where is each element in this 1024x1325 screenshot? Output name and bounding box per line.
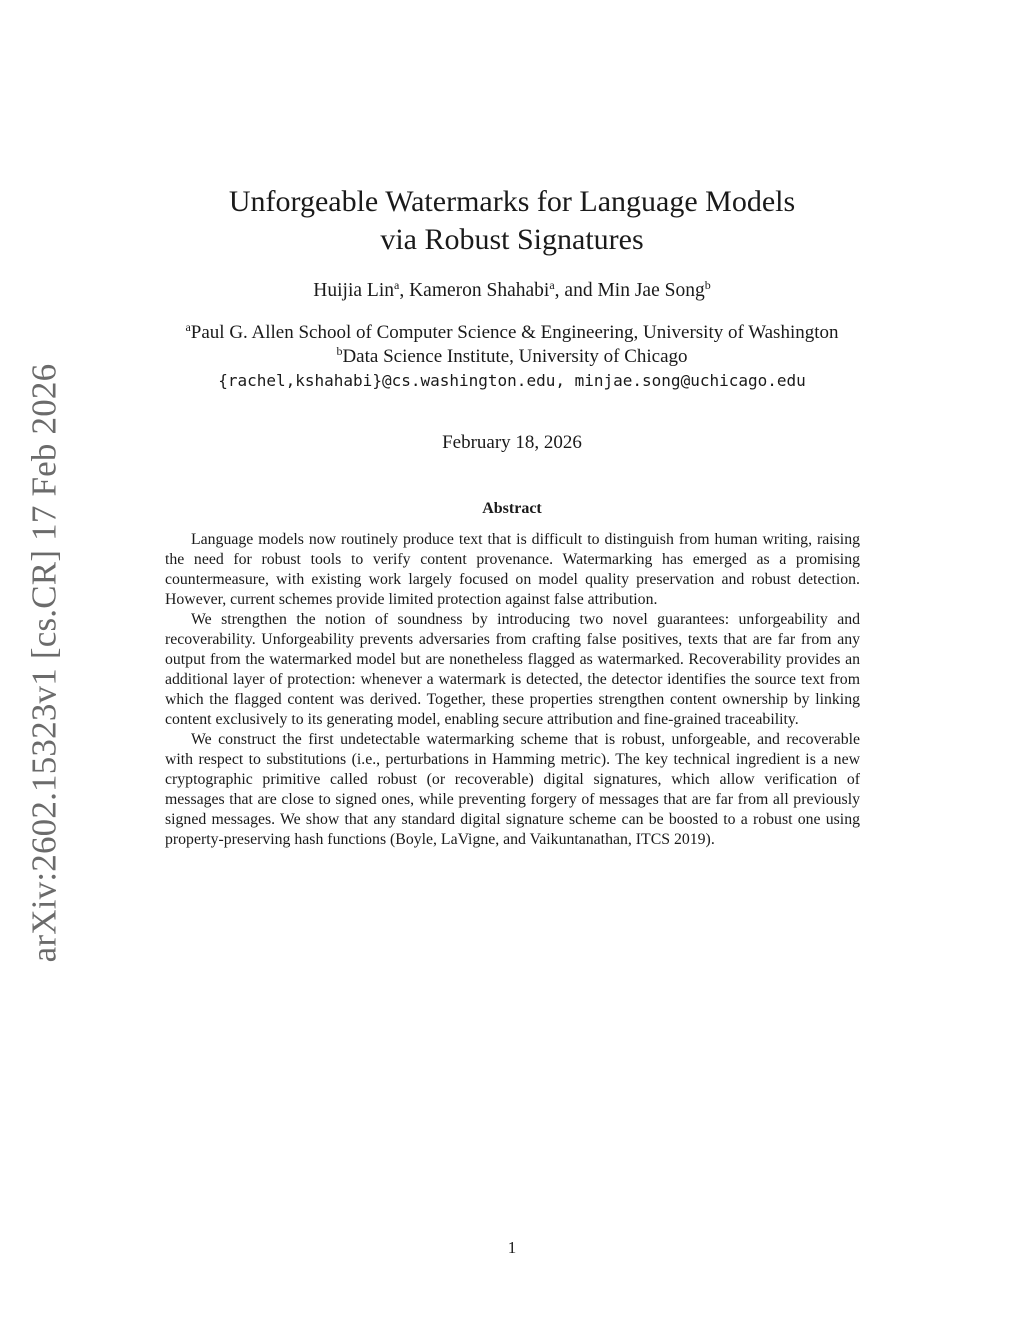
author-affiliation-mark: a [549,278,555,292]
affiliation-line [0,345,1024,369]
abstract-paragraph: We construct the first undetectable watermarking scheme that is robust, unforgeable, and recoverable with respect to substitutions (i.e., perturbations in Hamming metric). The key technical ingredient is a new cryptographic primitive called robust (or recoverable) digital signatures, which allow verification of messages that are close to signed ones, while preventing forgery of messages that are far from all previously signed messages. We show that any standard digital signature scheme can be boosted to a robust one using property-preserving hash functions (Boyle, LaVigne, and Vaikuntanathan, ITCS 2019). [165,731,860,848]
author-name: Huijia Lin [313,280,394,301]
author-affiliation-mark: a [394,278,400,292]
affiliation-mark: b [336,344,343,358]
abstract-paragraph: We strengthen the notion of soundness by introducing two novel guarantees: unforgeability and recoverability. Unforgeability prevents adversaries from crafting false positives, texts that are far from any output from the watermarked model but are nonetheless flagged as watermarked. Recoverability provides an additional layer of protection: whenever a watermark is detected, the detector identifies the source text from which the flagged content was derived. Together, these properties strengthen content ownership by linking content exclusively to its generating model, enabling secure attribution and fine-grained traceability. [165,611,860,728]
abstract-paragraph: Language models now routinely produce text that is difficult to distinguish from human writing, raising the need for robust tools to verify content provenance. Watermarking has emerged as a promising countermeasure, with existing work largely focused on model quality preservation and robust detection. However, current schemes provide limited protection against false attribution. [165,531,860,608]
arxiv-sidebar-stamp [20,363,68,963]
affiliations [0,321,1024,369]
paper-title [0,183,1024,259]
author-separator: , [399,280,410,301]
abstract-heading: Abstract [482,500,542,517]
author-affiliation-mark: b [704,278,711,292]
author-separator: , and [554,280,598,301]
title-line-1: Unforgeable Watermarks for Language Models [228,185,796,218]
paper-date: February 18, 2026 [442,432,582,453]
author-name: Kameron Shahabi [409,280,550,301]
author-name: Min Jae Song [597,280,705,301]
affiliation-mark: a [185,320,191,334]
page-number: 1 [507,1238,517,1257]
abstract-body [165,530,860,850]
title-line-2: via Robust Signatures [380,223,644,256]
affiliation-text: Paul G. Allen School of Computer Science & Engineering, University of Washington [190,322,839,343]
author-list [0,280,1024,302]
arxiv-identifier: arXiv:2602.15323v1 [cs.CR] 17 Feb 2026 [24,363,64,963]
affiliation-text: Data Science Institute, University of Chicago [342,346,688,367]
affiliation-line [0,321,1024,345]
author-emails: {rachel,kshahabi}@cs.washington.edu, minjae.song@uchicago.edu [218,371,806,390]
